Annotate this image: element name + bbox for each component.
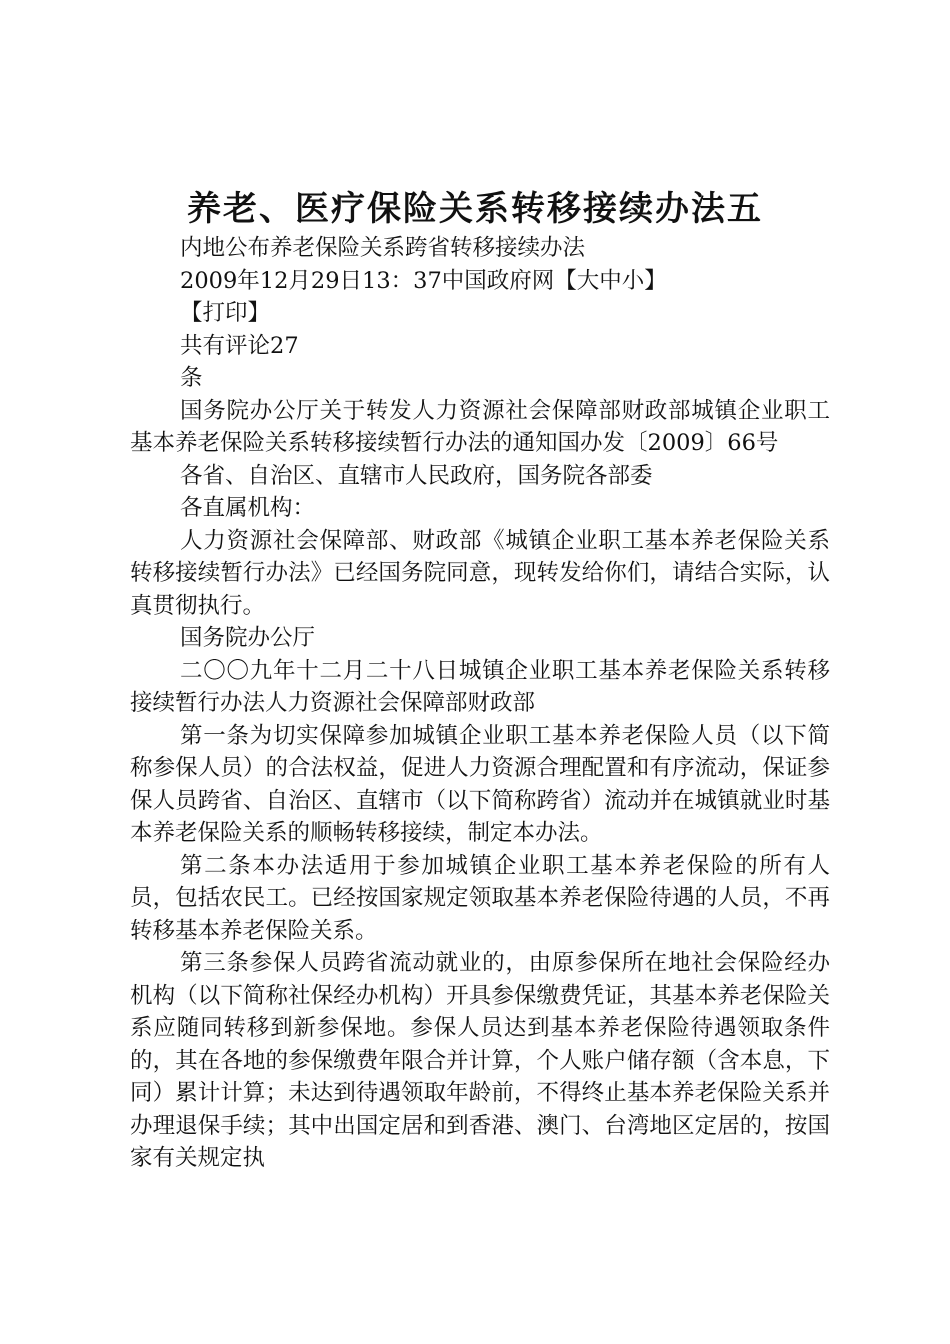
paragraph: 国务院办公厅 — [180, 625, 316, 651]
header-line: 2009年12月29日13：37中国政府网【大中小】 — [180, 267, 667, 294]
paragraph: 各省、自治区、直辖市人民政府，国务院各部委 — [180, 462, 653, 489]
header-line: 内地公布养老保险关系跨省转移接续办法 — [180, 235, 586, 261]
paragraph: 第一条为切实保障参加城镇企业职工基本养老保险人员（以下简称参保人员）的合法权益，促进人力资源合理配置和有序流动，保证参保人员跨省、自治区、直辖市（以下简称跨省）流动并在城镇就业时基本养老保险关系的顺畅转移接续，制定本办法。 — [130, 722, 830, 846]
paragraph: 二〇〇九年十二月二十八日城镇企业职工基本养老保险关系转移接续暂行办法人力资源社会保障部财政部 — [130, 657, 830, 716]
document-body — [130, 232, 830, 1175]
header-line: 共有评论27 — [180, 332, 299, 359]
paragraph: 国务院办公厅关于转发人力资源社会保障部财政部城镇企业职工基本养老保险关系转移接续暂行办法的通知国办发〔2009〕66号 — [130, 397, 830, 456]
document-title: 养老、医疗保险关系转移接续办法五 — [187, 189, 763, 229]
header-line: 【打印】 — [180, 300, 271, 326]
paragraph: 第三条参保人员跨省流动就业的，由原参保所在地社会保险经办机构（以下简称社保经办机构）开具参保缴费凭证，其基本养老保险关系应随同转移到新参保地。参保人员达到基本养老保险待遇领取条件的，其在各地的参保缴费年限合并计算，个人账户储存额（含本息，下同）累计计算；未达到待遇领取年龄前，不得终止基本养老保险关系并办理退保手续；其中出国定居和到香港、澳门、台湾地区定居的，按国家有关规定执 — [130, 950, 830, 1171]
paragraph: 各直属机构： — [180, 495, 316, 521]
paragraph: 第二条本办法适用于参加城镇企业职工基本养老保险的所有人员，包括农民工。已经按国家规定领取基本养老保险待遇的人员，不再转移基本养老保险关系。 — [130, 852, 830, 944]
paragraph: 人力资源社会保障部、财政部《城镇企业职工基本养老保险关系转移接续暂行办法》已经国务院同意，现转发给你们，请结合实际，认真贯彻执行。 — [130, 527, 830, 619]
header-line: 条 — [180, 365, 203, 391]
